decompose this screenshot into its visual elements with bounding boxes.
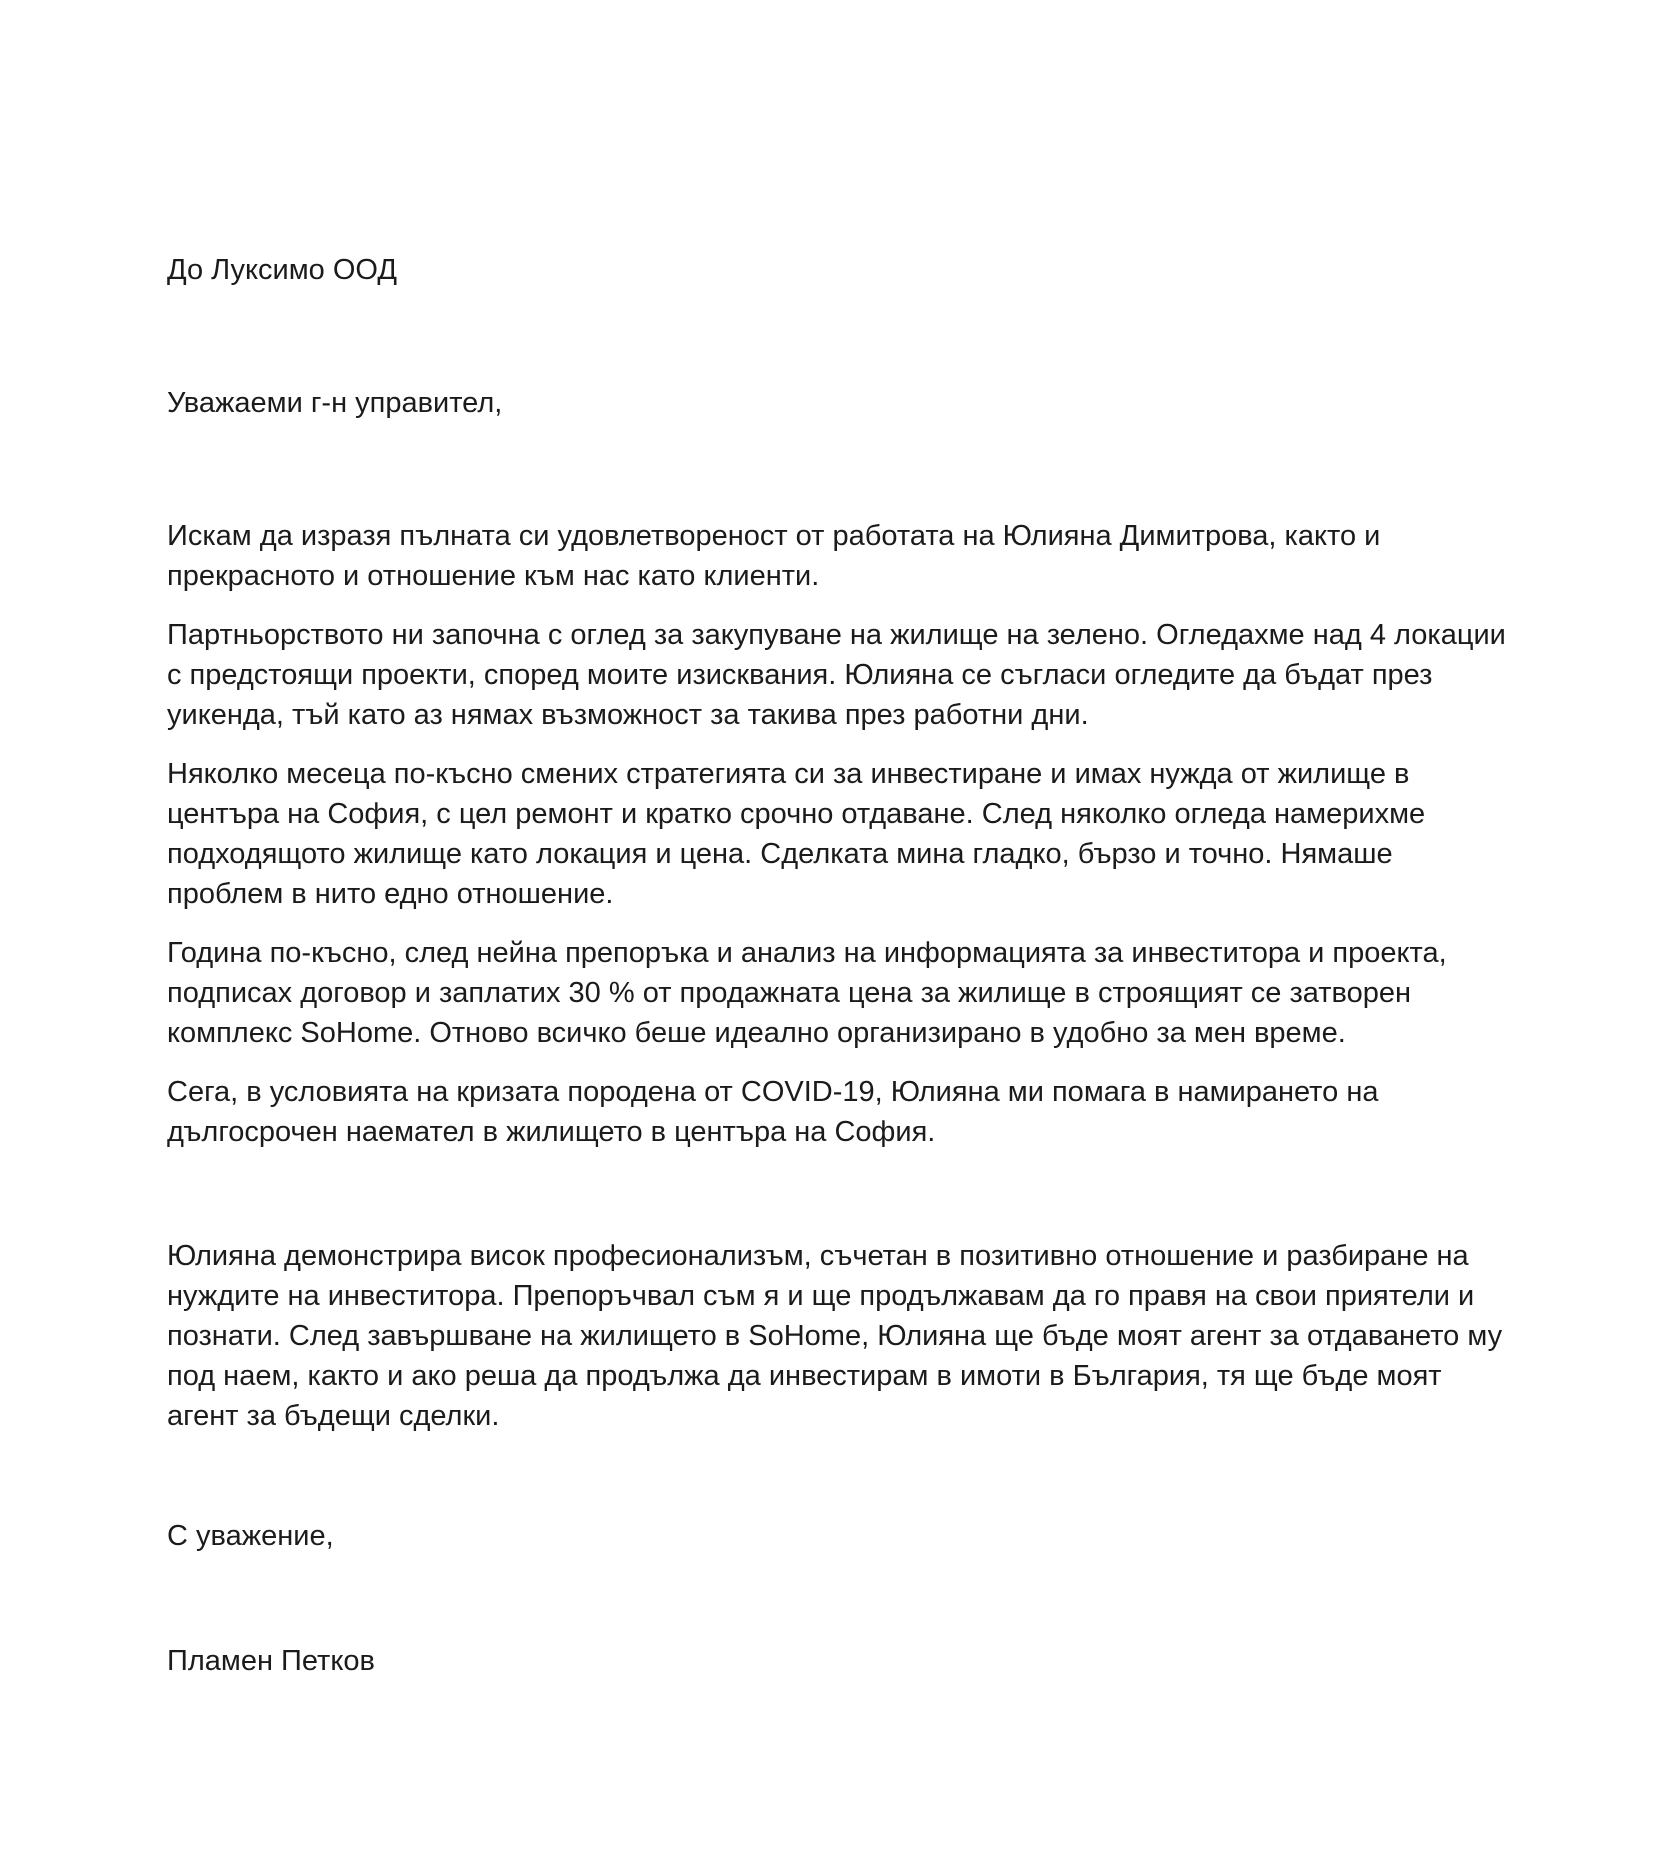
salutation-line: Уважаеми г-н управител, bbox=[167, 387, 503, 419]
paragraph-1: Искам да изразя пълната си удовлетвореност от работата на Юлияна Димитрова, както и прекрасното и отношение към нас като клиенти. bbox=[167, 520, 1381, 592]
paragraph-5: Сега, в условията на кризата породена от COVID-19, Юлияна ми помага в намирането на дългосрочен наемател в жилището в центъра на София. bbox=[167, 1076, 1379, 1148]
paragraph-6: Юлияна демонстрира висок професионализъм, съчетан в позитивно отношение и разбиране на нуждите на инвеститора. Препоръчвал съм я и ще продължавам да го правя на свои приятели и познати. След завършване на жилището в SoHome, Юлияна ще бъде моят агент за отдаването му под наем, както и ако реша да продължа да инвестирам в имоти в България, тя ще бъде моят агент за бъдещи сделки. bbox=[167, 1240, 1503, 1432]
paragraph-3: Няколко месеца по-късно смених стратегията си за инвестиране и имах нужда от жилище в центъра на София, с цел ремонт и кратко срочно отдаване. След няколко огледа намерихме подходящото жилище като локация и цена. Сделката мина гладко, бързо и точно. Нямаше проблем в нито едно отношение. bbox=[167, 758, 1426, 910]
signature-name: Пламен Петков bbox=[167, 1645, 375, 1677]
closing-line: С уважение, bbox=[167, 1520, 334, 1552]
paragraph-4: Година по-късно, след нейна препоръка и анализ на информацията за инвеститора и проекта, подписах договор и заплатих 30 % от продажната цена за жилище в строящият се затворен комплекс SoHome. Отново всичко беше идеално организирано в удобно за мен време. bbox=[167, 937, 1447, 1049]
paragraph-2: Партньорството ни започна с оглед за закупуване на жилище на зелено. Огледахме над 4 локации с предстоящи проекти, според моите изисквания. Юлияна се съгласи огледите да бъдат през уикенда, тъй като аз нямах възможност за такива през работни дни. bbox=[167, 619, 1506, 731]
letter-body bbox=[167, 250, 1515, 1681]
recipient-line: До Луксимо ООД bbox=[167, 254, 397, 286]
